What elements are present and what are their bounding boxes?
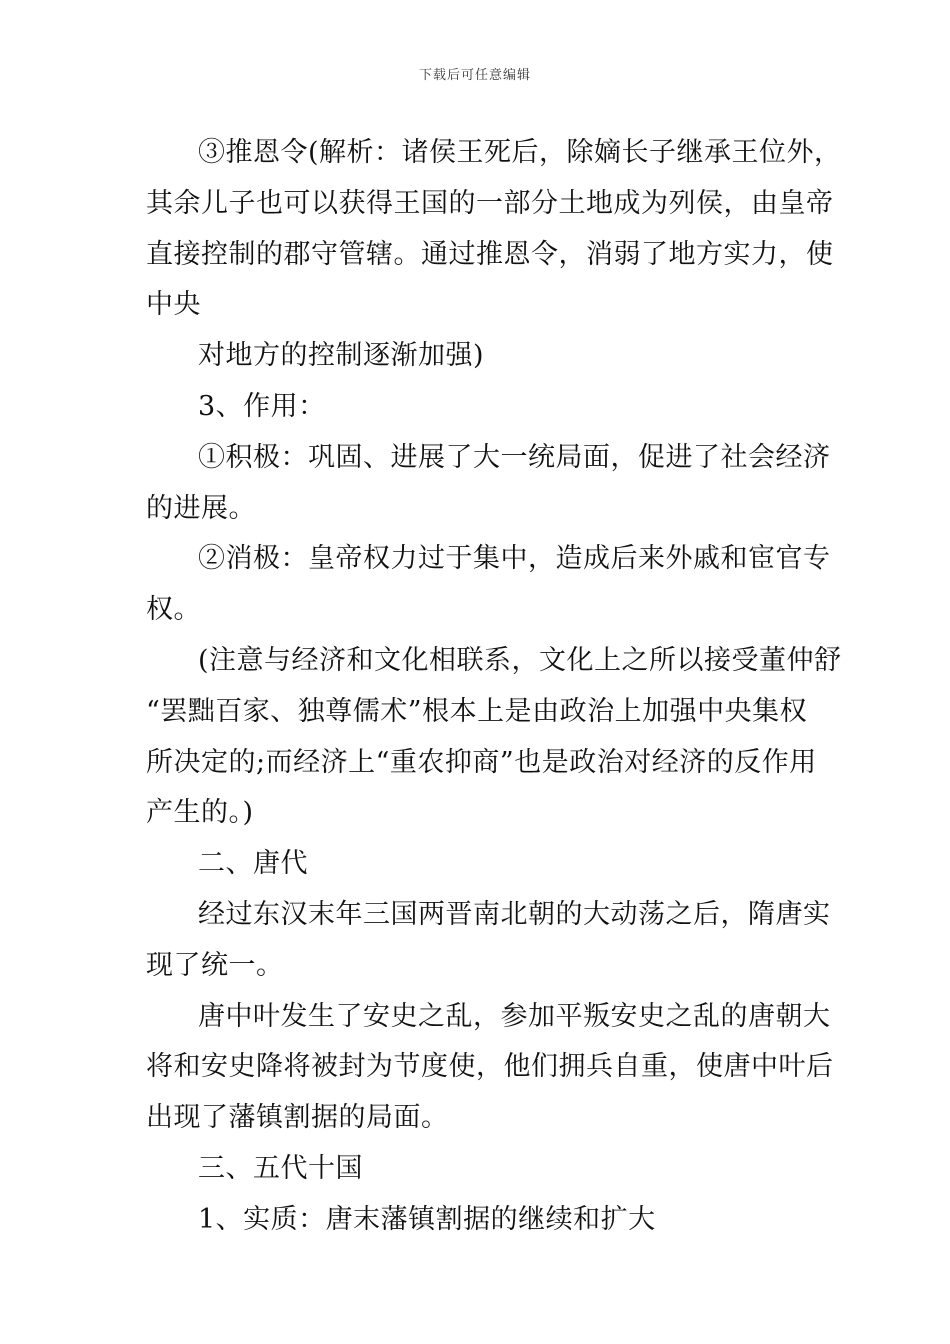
text-line: 唐中叶发生了安史之乱，参加平叛安史之乱的唐朝大 [198, 1000, 831, 1032]
document-body [146, 128, 842, 1246]
section-heading: 3、作用： [198, 390, 326, 422]
text-line: 将和安史降将被封为节度使，他们拥兵自重，使唐中叶后 [146, 1051, 834, 1083]
text-line: 中央 [146, 289, 201, 321]
text-line: 其余儿子也可以获得王国的一部分土地成为列侯，由皇帝 [146, 187, 834, 219]
text-line: 产生的。) [146, 797, 254, 829]
text-line: 直接控制的郡守管辖。通过推恩令，消弱了地方实力，使 [146, 238, 834, 270]
text-line: 1、实质：唐末藩镇割据的继续和扩大 [198, 1203, 656, 1235]
text-line: 出现了藩镇割据的局面。 [146, 1102, 449, 1134]
text-line: “罢黜百家、独尊儒术”根本上是由政治上加强中央集权 [146, 695, 808, 727]
text-line: 对地方的控制逐渐加强) [198, 340, 485, 372]
text-line: ①积极：巩固、进展了大一统局面，促进了社会经济 [198, 441, 831, 473]
text-line: 权。 [146, 594, 201, 626]
page-header: 下载后可任意编辑 [418, 68, 531, 83]
text-line: ③推恩令(解析：诸侯王死后，除嫡长子继承王位外， [198, 137, 842, 168]
text-line: 的进展。 [146, 492, 256, 524]
text-line: ②消极：皇帝权力过于集中，造成后来外戚和宦官专 [198, 543, 831, 575]
section-heading: 三、五代十国 [198, 1152, 363, 1184]
text-line: 现了统一。 [146, 949, 284, 981]
section-heading: 二、唐代 [198, 848, 308, 880]
text-line: (注意与经济和文化相联系，文化上之所以接受董仲舒 [198, 644, 842, 676]
text-line: 所决定的;而经济上“重农抑商”也是政治对经济的反作用 [146, 746, 817, 778]
text-line: 经过东汉末年三国两晋南北朝的大动荡之后，隋唐实 [198, 898, 831, 930]
